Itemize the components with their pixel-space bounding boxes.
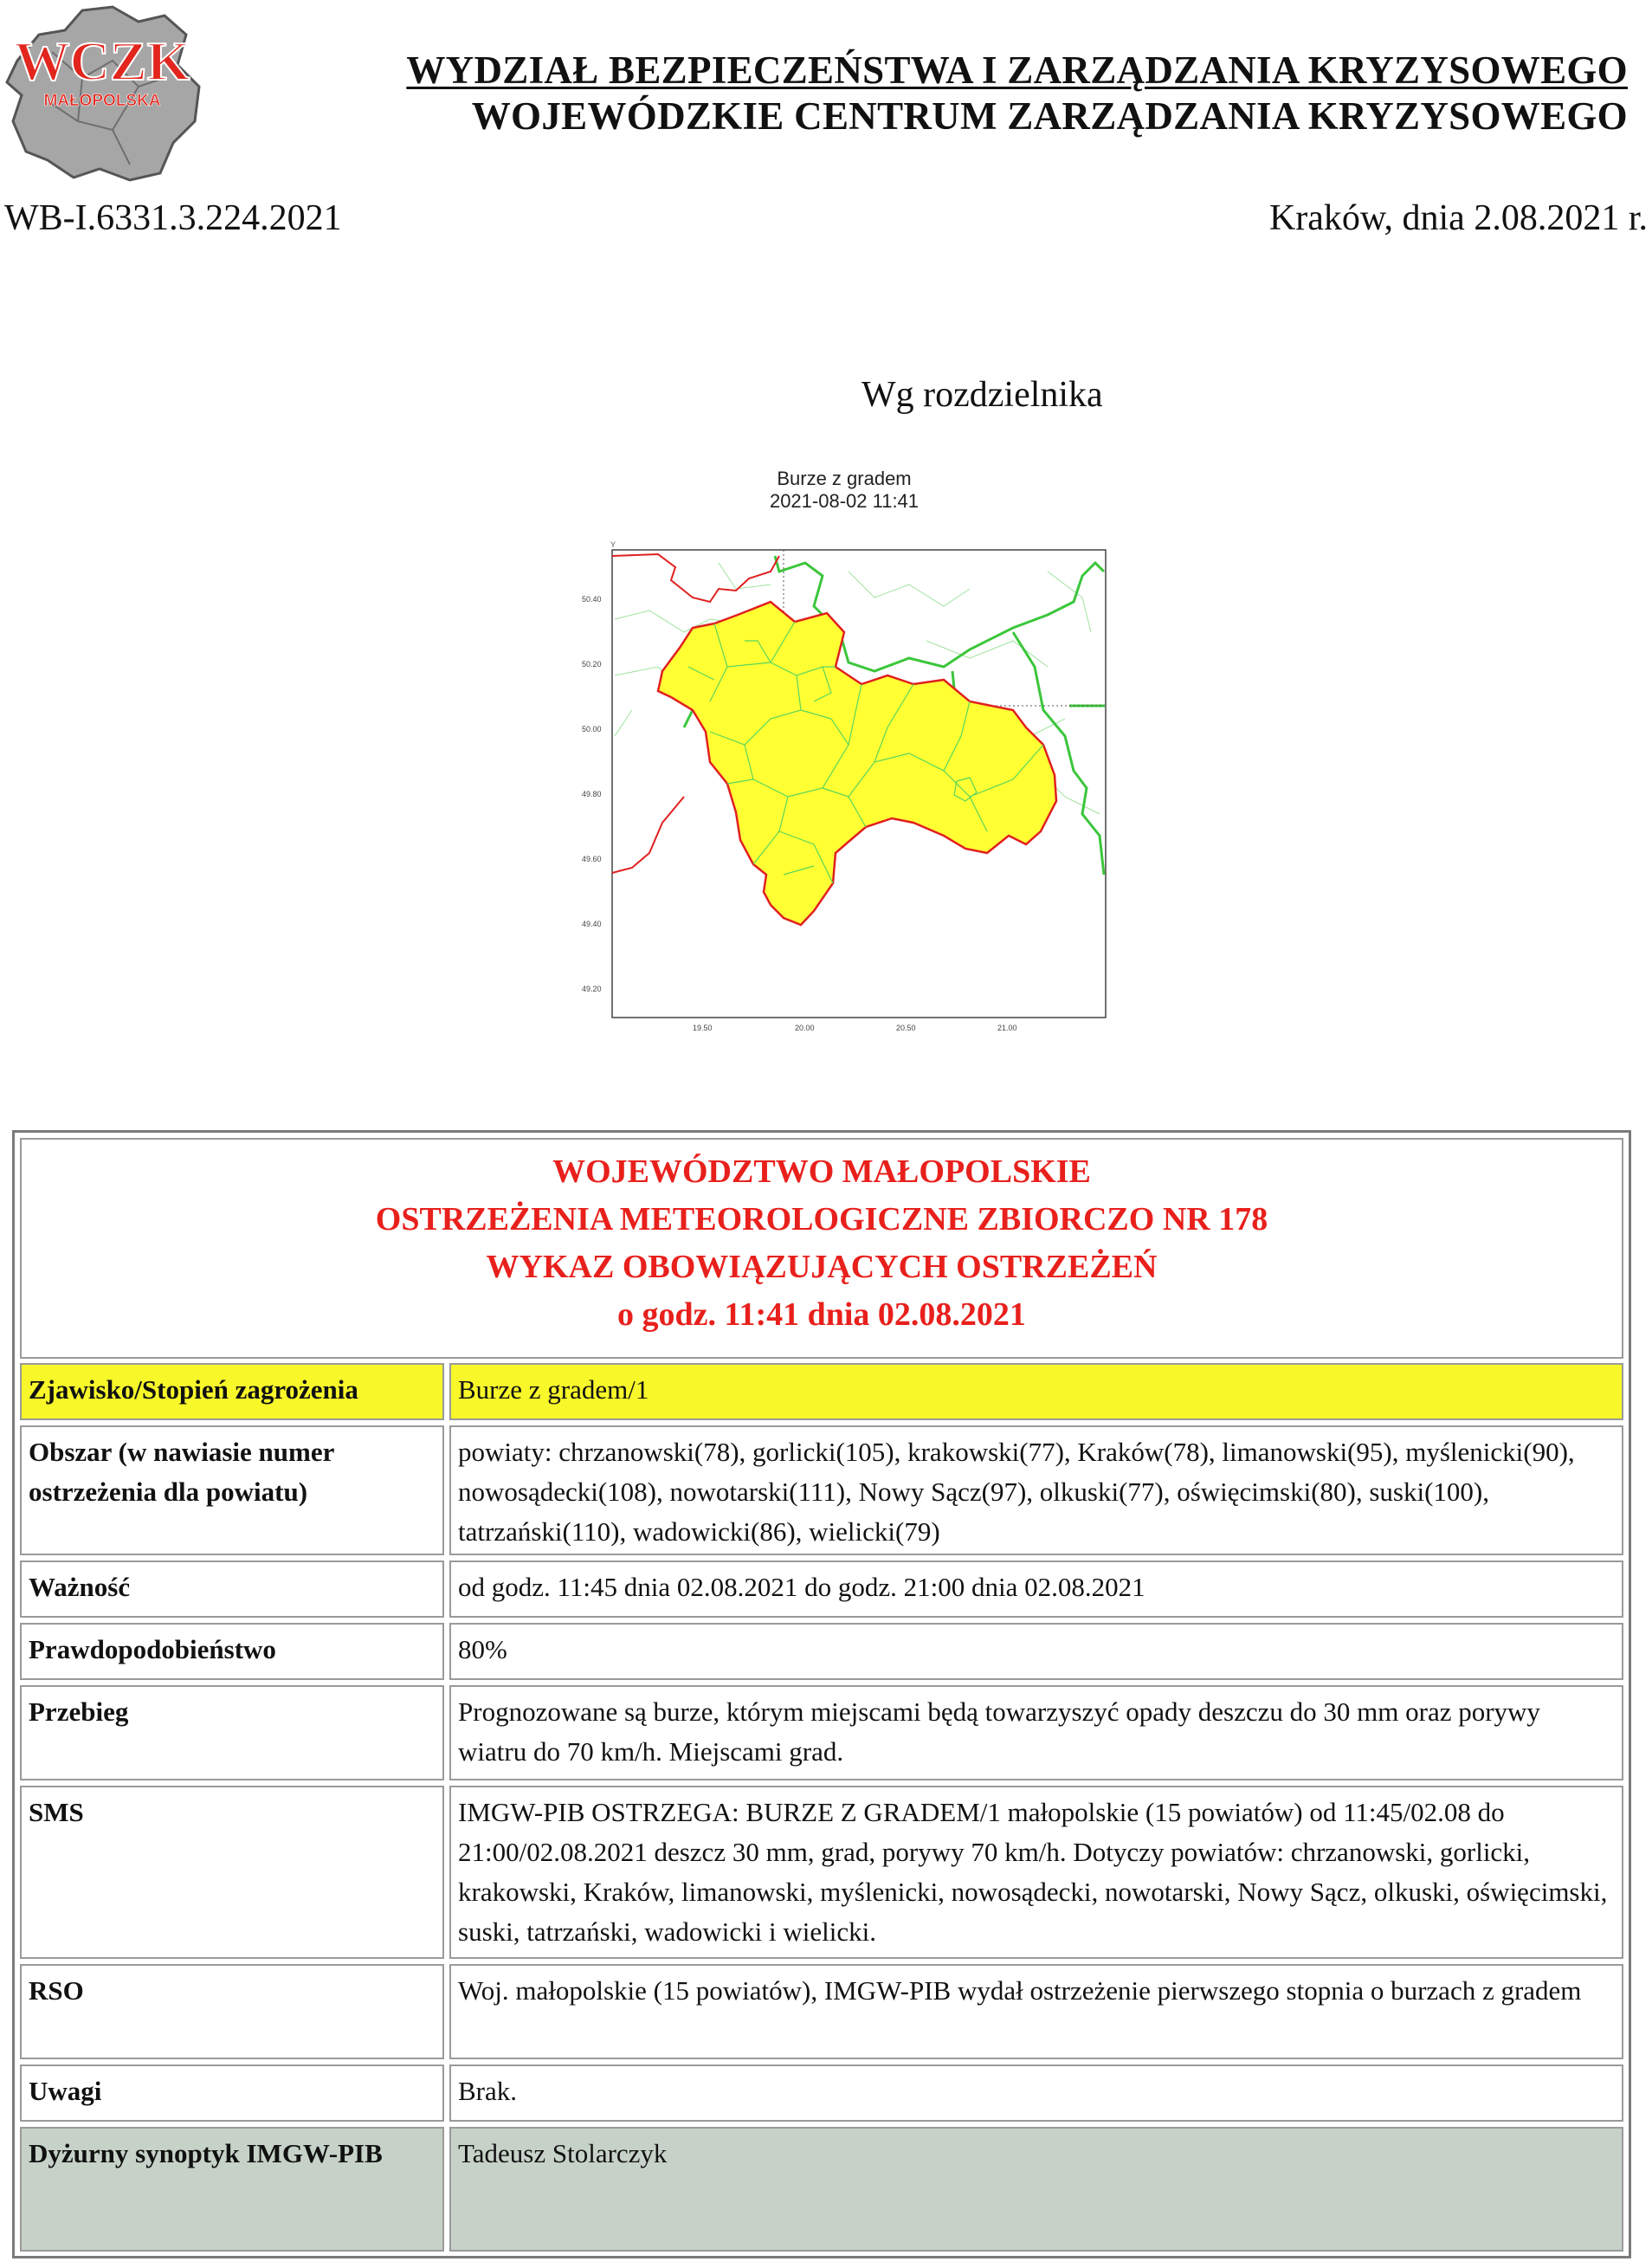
- x-tick-label: 21.00: [997, 1024, 1017, 1032]
- row-validity: [20, 1560, 1623, 1618]
- table-title: [20, 1138, 1623, 1359]
- table-title-line: WYKAZ OBOWIĄZUJĄCYCH OSTRZEŻEŃ: [486, 1249, 1158, 1285]
- row-value: powiaty: chrzanowski(78), gorlicki(105), krakowski(77), Kraków(78), limanowski(95), myślenicki(90), nowosądecki(108), nowotarski(111), Nowy Sącz(97), olkuski(77), oświęcimski(80), suski(100), tatrzański(110), wadowicki(86), wielicki(79): [449, 1425, 1623, 1555]
- center-title: WOJEWÓDZKIE CENTRUM ZARZĄDZANIA KRYZYSOWEGO: [471, 94, 1628, 138]
- row-label: Przebieg: [20, 1685, 444, 1780]
- row-forecaster: [20, 2127, 1623, 2252]
- map-title-timestamp: 2021-08-02 11:41: [769, 490, 920, 512]
- row-sms: [20, 1786, 1623, 1959]
- y-tick-label: 50.20: [582, 660, 602, 669]
- distribution-note: Wg rozdzielnika: [861, 375, 1103, 415]
- row-value: Prognozowane są burze, którym miejscami będą towarzyszyć opady deszczu do 30 mm oraz porywy wiatru do 70 km/h. Miejscami grad.: [449, 1685, 1623, 1780]
- row-probability: [20, 1623, 1623, 1680]
- row-rso: [20, 1964, 1623, 2059]
- row-value: IMGW-PIB OSTRZEGA: BURZE Z GRADEM/1 małopolskie (15 powiatów) od 11:45/02.08 do 21:00/02.08.2021 deszcz 30 mm, grad, porywy 70 km/h. Dotyczy powiatów: chrzanowski, gorlicki, krakowski, Kraków, limanowski, myślenicki, nowosądecki, nowotarski, Nowy Sącz, olkuski, oświęcimski, suski, tatrzański, wadowicki i wielicki.: [449, 1786, 1623, 1959]
- row-value: od godz. 11:45 dnia 02.08.2021 do godz. 21:00 dnia 02.08.2021: [449, 1560, 1623, 1618]
- x-tick-label: 19.50: [693, 1024, 713, 1032]
- map-title-phenomenon: Burze z gradem: [777, 468, 912, 489]
- row-label: RSO: [20, 1964, 444, 2059]
- row-value: Brak.: [449, 2064, 1623, 2122]
- warning-map: [563, 537, 1134, 1039]
- row-label: Uwagi: [20, 2064, 444, 2122]
- place-and-date: Kraków, dnia 2.08.2021 r.: [1268, 198, 1648, 238]
- x-tick-label: 20.00: [795, 1024, 815, 1032]
- row-value: Tadeusz Stolarczyk: [449, 2127, 1623, 2252]
- y-tick-label: 49.80: [582, 790, 602, 798]
- row-label: Dyżurny synoptyk IMGW-PIB: [20, 2127, 444, 2252]
- row-area: [20, 1425, 1623, 1555]
- table-title-line: OSTRZEŻENIA METEOROLOGICZNE ZBIORCZO NR 178: [375, 1201, 1268, 1237]
- y-tick-label: 50.40: [582, 595, 602, 604]
- svg-text:MAŁOPOLSKA: MAŁOPOLSKA: [43, 92, 161, 110]
- y-tick-label: 49.40: [582, 920, 602, 928]
- row-value: Woj. małopolskie (15 powiatów), IMGW-PIB wydał ostrzeżenie pierwszego stopnia o burzach z gradem: [449, 1964, 1623, 2059]
- row-phenomenon: [20, 1363, 1623, 1420]
- reference-number: WB-I.6331.3.224.2021: [4, 198, 342, 238]
- table-title-line: o godz. 11:41 dnia 02.08.2021: [617, 1296, 1026, 1333]
- table-title-line: WOJEWÓDZTWO MAŁOPOLSKIE: [552, 1153, 1091, 1190]
- x-tick-label: 20.50: [896, 1024, 916, 1032]
- y-tick-label: 49.20: [582, 985, 602, 993]
- warnings-table: [12, 1130, 1631, 2258]
- wczk-malopolska-logo: [0, 0, 208, 186]
- map-title: [675, 468, 1013, 513]
- row-remarks: [20, 2064, 1623, 2122]
- row-label: Prawdopodobieństwo: [20, 1623, 444, 1680]
- row-value: 80%: [449, 1623, 1623, 1680]
- row-value: Burze z gradem/1: [449, 1363, 1623, 1420]
- row-label: Obszar (w nawiasie numer ostrzeżenia dla powiatu): [20, 1425, 444, 1555]
- row-label: Ważność: [20, 1560, 444, 1618]
- map-y-axis-label: Y: [610, 540, 616, 549]
- svg-text:WCZK: WCZK: [14, 30, 190, 92]
- row-course: [20, 1685, 1623, 1780]
- row-label: SMS: [20, 1786, 444, 1959]
- y-tick-label: 49.60: [582, 855, 602, 863]
- y-tick-label: 50.00: [582, 725, 602, 733]
- row-label: Zjawisko/Stopień zagrożenia: [20, 1363, 444, 1420]
- department-title: WYDZIAŁ BEZPIECZEŃSTWA I ZARZĄDZANIA KRYZYSOWEGO: [406, 48, 1628, 92]
